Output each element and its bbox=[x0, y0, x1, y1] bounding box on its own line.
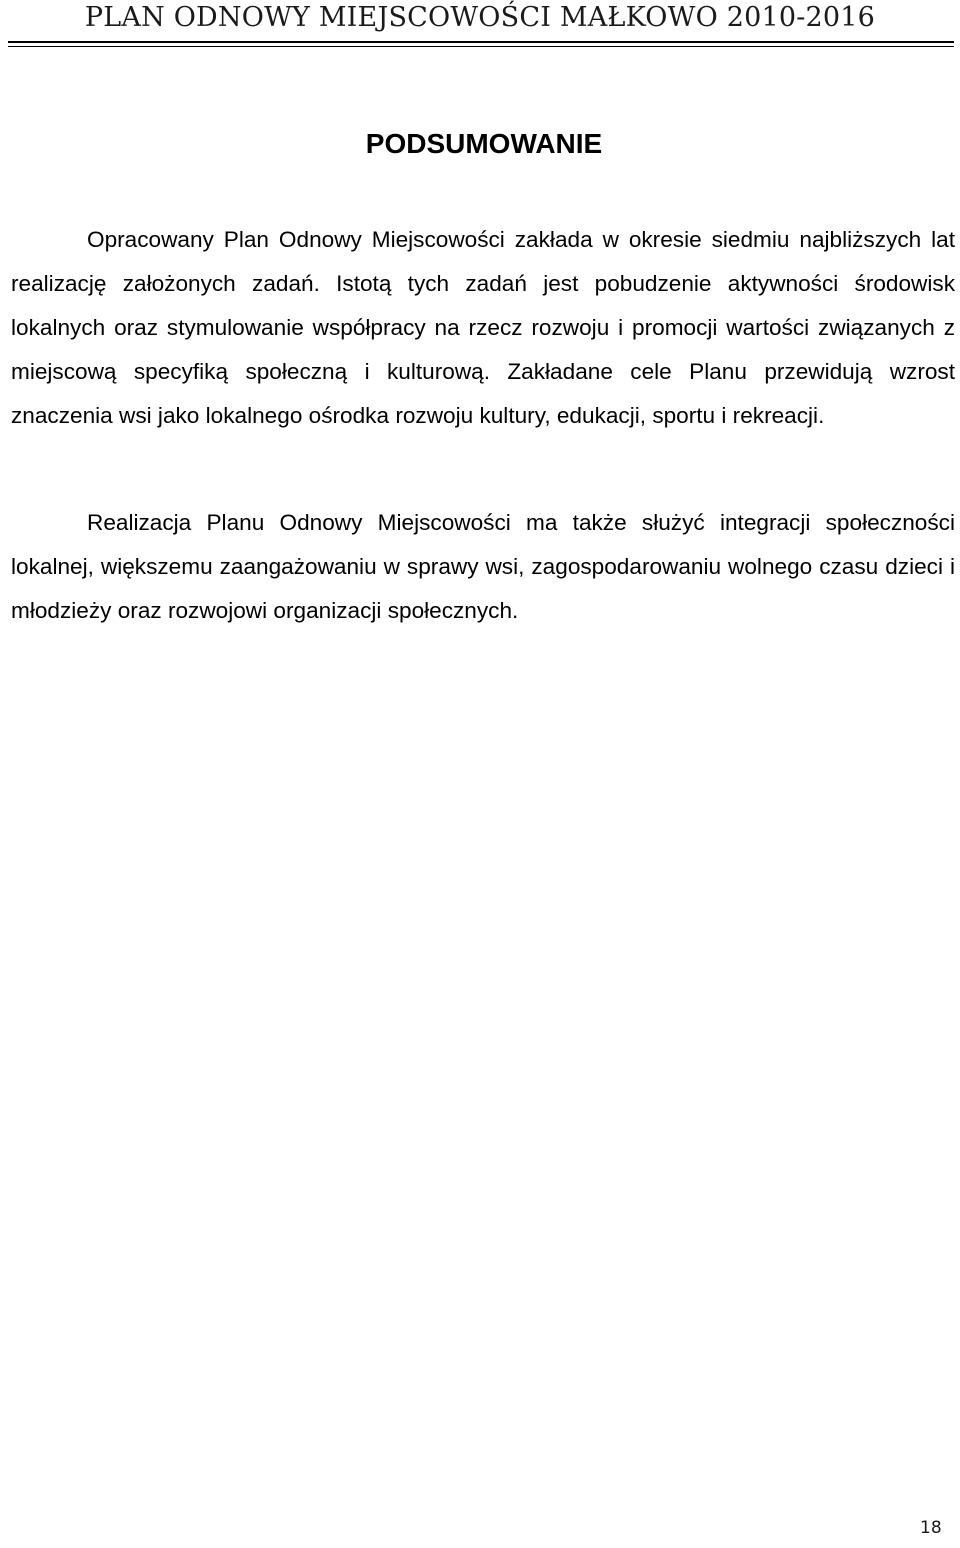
section-heading: PODSUMOWANIE bbox=[365, 128, 603, 159]
document-title: PLAN ODNOWY MIEJSCOWOŚCI MAŁKOWO 2010-2016 bbox=[84, 2, 876, 33]
header-rule-thin bbox=[8, 46, 954, 47]
paragraph-integration: Realizacja Planu Odnowy Miejscowości ma także służyć integracji społeczności lokalnej, większemu zaangażowaniu w sprawy wsi, zagospodarowaniu wolnego czasu dzieci i młodzieży oraz rozwojowi organizacji społecznych. bbox=[11, 510, 955, 623]
header-rule bbox=[8, 41, 954, 43]
page-header bbox=[0, 0, 960, 48]
paragraph-summary: Opracowany Plan Odnowy Miejscowości zakłada w okresie siedmiu najbliższych lat realizację założonych zadań. Istotą tych zadań jest pobudzenie aktywności środowisk lokalnych oraz stymulowanie współpracy na rzecz rozwoju i promocji wartości związanych z miejscową specyfiką społeczną i kulturową. Zakładane cele Planu przewidują wzrost znaczenia wsi jako lokalnego ośrodka rozwoju kultury, edukacji, sportu i rekreacji. bbox=[11, 227, 955, 428]
page-number: 18 bbox=[920, 1518, 942, 1538]
